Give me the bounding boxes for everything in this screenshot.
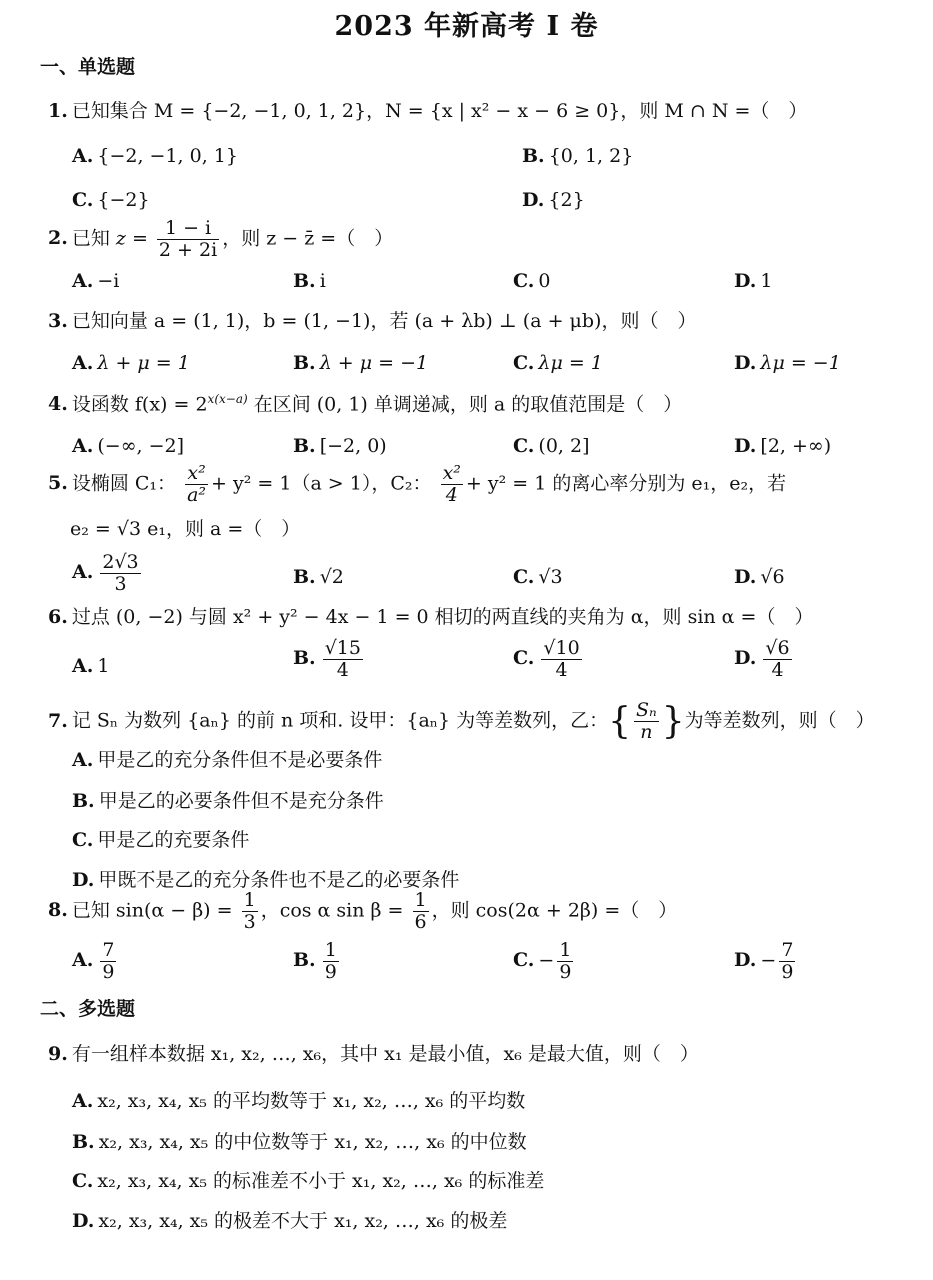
fraction: $\frac{1}{3}$ xyxy=(243,889,256,933)
fraction: $\frac{\text{x²}}{4}$ xyxy=(442,462,461,506)
q6-option-b: B. $\frac{√15}{4}$ xyxy=(293,637,361,681)
question-text-mid: ，cos α sin β = xyxy=(260,899,404,922)
q5-option-a: A. $\frac{2√3}{3}$ xyxy=(72,551,139,595)
fraction: $\frac{1}{6}$ xyxy=(414,889,427,933)
q9-option-a: A. x₂, x₃, x₄, x₅ 的平均数等于 x₁, x₂, …, x₆ 的平均数 xyxy=(72,1090,526,1112)
q9-option-c: C. x₂, x₃, x₄, x₅ 的标准差不小于 x₁, x₂, …, x₆ 的标准差 xyxy=(72,1170,545,1192)
question-text-tail: + y² = 1 的离心率分别为 e₁，e₂，若 xyxy=(465,472,787,495)
page-title: 2023 年新高考 I 卷 xyxy=(334,11,599,42)
fraction: $\frac{√6}{4}$ xyxy=(765,637,790,681)
q9-option-d: D. x₂, x₃, x₄, x₅ 的极差不大于 x₁, x₂, …, x₆ 的极差 xyxy=(72,1210,508,1232)
question-number: 9. xyxy=(48,1043,68,1065)
question-text: 过点 (0, −2) 与圆 x² + y² − 4x − 1 = 0 相切的两直线的夹角为 α，则 sin α =（ ） xyxy=(71,606,814,628)
question-5 xyxy=(48,463,919,506)
q8-option-a: A. $\frac{7}{9}$ xyxy=(72,939,115,983)
question-3 xyxy=(48,310,919,333)
question-text: 有一组样本数据 x₁, x₂, …, x₆，其中 x₁ 是最小值，x₆ 是最大值，则（ ） xyxy=(71,1043,699,1065)
fraction: $\frac{1}{9}$ xyxy=(559,939,572,983)
q7-option-c: C. 甲是乙的充要条件 xyxy=(72,829,250,851)
fraction: $\frac{\text{Sₙ}}{n}$ xyxy=(636,699,657,744)
question-text: 设椭圆 C₁： xyxy=(71,472,177,495)
question-text-mid: + y² = 1（a > 1），C₂： xyxy=(211,472,432,495)
question-text: 已知 sin(α − β) = xyxy=(71,899,233,922)
question-1 xyxy=(48,100,919,123)
q5-option-c: C. √3 xyxy=(513,566,563,588)
question-text: 已知 xyxy=(71,227,110,250)
question-text: 记 Sₙ 为数列 {aₙ} 的前 n 项和. 设甲：{aₙ} 为等差数列，乙： xyxy=(71,709,609,732)
q2-option-d: D. 1 xyxy=(734,270,773,292)
q7-option-d: D. 甲既不是乙的充分条件也不是乙的必要条件 xyxy=(72,869,460,891)
q1-option-d: D. {2} xyxy=(522,189,585,211)
q8-option-d: D. − $\frac{7}{9}$ xyxy=(734,939,794,983)
q1-option-a: A. {−2, −1, 0, 1} xyxy=(72,145,238,167)
q5-option-b: B. √2 xyxy=(293,566,344,588)
q4-option-a: A. (−∞, −2] xyxy=(72,435,185,457)
q7-option-b: B. 甲是乙的必要条件但不是充分条件 xyxy=(72,790,384,812)
question-text-tail: 为等差数列，则（ ） xyxy=(684,709,875,732)
q6-option-a: A. 1 xyxy=(72,655,110,677)
q3-option-a: A. λ + μ = 1 xyxy=(72,352,190,374)
fraction: $\frac{√15}{4}$ xyxy=(324,637,361,681)
question-text: 已知向量 a = (1, 1)，b = (1, −1)，若 (a + λb) ⊥ (a + μb)，则（ ） xyxy=(71,310,697,332)
question-number: 7. xyxy=(48,709,68,732)
q3-option-d: D. λμ = −1 xyxy=(734,352,841,374)
question-number: 8. xyxy=(48,899,68,922)
q7-option-a: A. 甲是乙的充分条件但不是必要条件 xyxy=(72,749,383,771)
q6-option-d: D. $\frac{√6}{4}$ xyxy=(734,637,790,681)
q4-option-d: D. [2, +∞) xyxy=(734,435,832,457)
q2-option-c: C. 0 xyxy=(513,270,551,292)
question-2: 2. 已知 z = $\frac{1 - i}{2 + 2i}$ ，则 z − z̄ =（ ） xyxy=(48,217,394,261)
question-5-line-2: e₂ = √3 e₁，则 a =（ ） xyxy=(70,518,301,540)
section-heading-single-choice: 一、单选题 xyxy=(40,56,136,78)
question-number: 3. xyxy=(48,310,68,332)
fraction: $\frac{\text{x²}}{\text{a²}}$ xyxy=(187,462,207,506)
q5-option-d: D. √6 xyxy=(734,566,785,588)
q1-option-b: B. {0, 1, 2} xyxy=(522,145,634,167)
q2-option-b: B. i xyxy=(293,270,326,292)
question-7: 7. 记 Sₙ 为数列 {aₙ} 的前 n 项和. 设甲：{aₙ} 为等差数列，乙：{ $\frac{\text{Sₙ}}{n}$ }为等差数列，则（ ） xyxy=(48,699,875,744)
fraction: $\frac{7}{9}$ xyxy=(781,939,794,983)
q6-option-c: C. $\frac{√10}{4}$ xyxy=(513,637,580,681)
exponent: x(x−a) xyxy=(207,392,248,406)
question-text: 已知集合 M = {−2, −1, 0, 1, 2}，N = {x | x² − x − 6 ≥ 0}，则 M ∩ N =（ ） xyxy=(71,100,808,122)
q8-option-c: C. − $\frac{1}{9}$ xyxy=(513,939,572,983)
question-number: 5. xyxy=(48,472,68,495)
question-number: 6. xyxy=(48,606,68,628)
fraction: $\frac{1}{9}$ xyxy=(324,939,337,983)
question-number: 2. xyxy=(48,227,68,250)
q9-option-b: B. x₂, x₃, x₄, x₅ 的中位数等于 x₁, x₂, …, x₆ 的中位数 xyxy=(72,1131,527,1153)
question-6 xyxy=(48,606,919,629)
q4-option-c: C. (0, 2] xyxy=(513,435,590,457)
q4-option-b: B. [−2, 0) xyxy=(293,435,387,457)
q2-option-a: A. −i xyxy=(72,270,120,292)
question-text-tail: ，则 z − z̄ =（ ） xyxy=(222,227,394,250)
question-text: 设函数 f(x) = 2 xyxy=(71,393,208,416)
section-heading-multiple-choice: 二、多选题 xyxy=(40,998,136,1020)
question-8 xyxy=(48,890,919,933)
question-text-tail: 在区间 (0, 1) 单调递减，则 a 的取值范围是（ ） xyxy=(247,393,683,416)
question-9 xyxy=(48,1043,919,1066)
q3-option-b: B. λ + μ = −1 xyxy=(293,352,429,374)
q3-option-c: C. λμ = 1 xyxy=(513,352,603,374)
fraction: $\frac{√10}{4}$ xyxy=(543,637,580,681)
fraction: $\frac{1 - i}{2 + 2i}$ xyxy=(158,217,218,261)
question-number: 4. xyxy=(48,393,68,416)
fraction: $\frac{2√3}{3}$ xyxy=(102,551,139,595)
q8-option-b: B. $\frac{1}{9}$ xyxy=(293,939,337,983)
question-4 xyxy=(48,392,919,416)
q1-option-c: C. {−2} xyxy=(72,189,150,211)
question-text-tail: ，则 cos(2α + 2β) =（ ） xyxy=(431,899,678,922)
question-number: 1. xyxy=(48,100,68,122)
fraction: $\frac{7}{9}$ xyxy=(102,939,115,983)
